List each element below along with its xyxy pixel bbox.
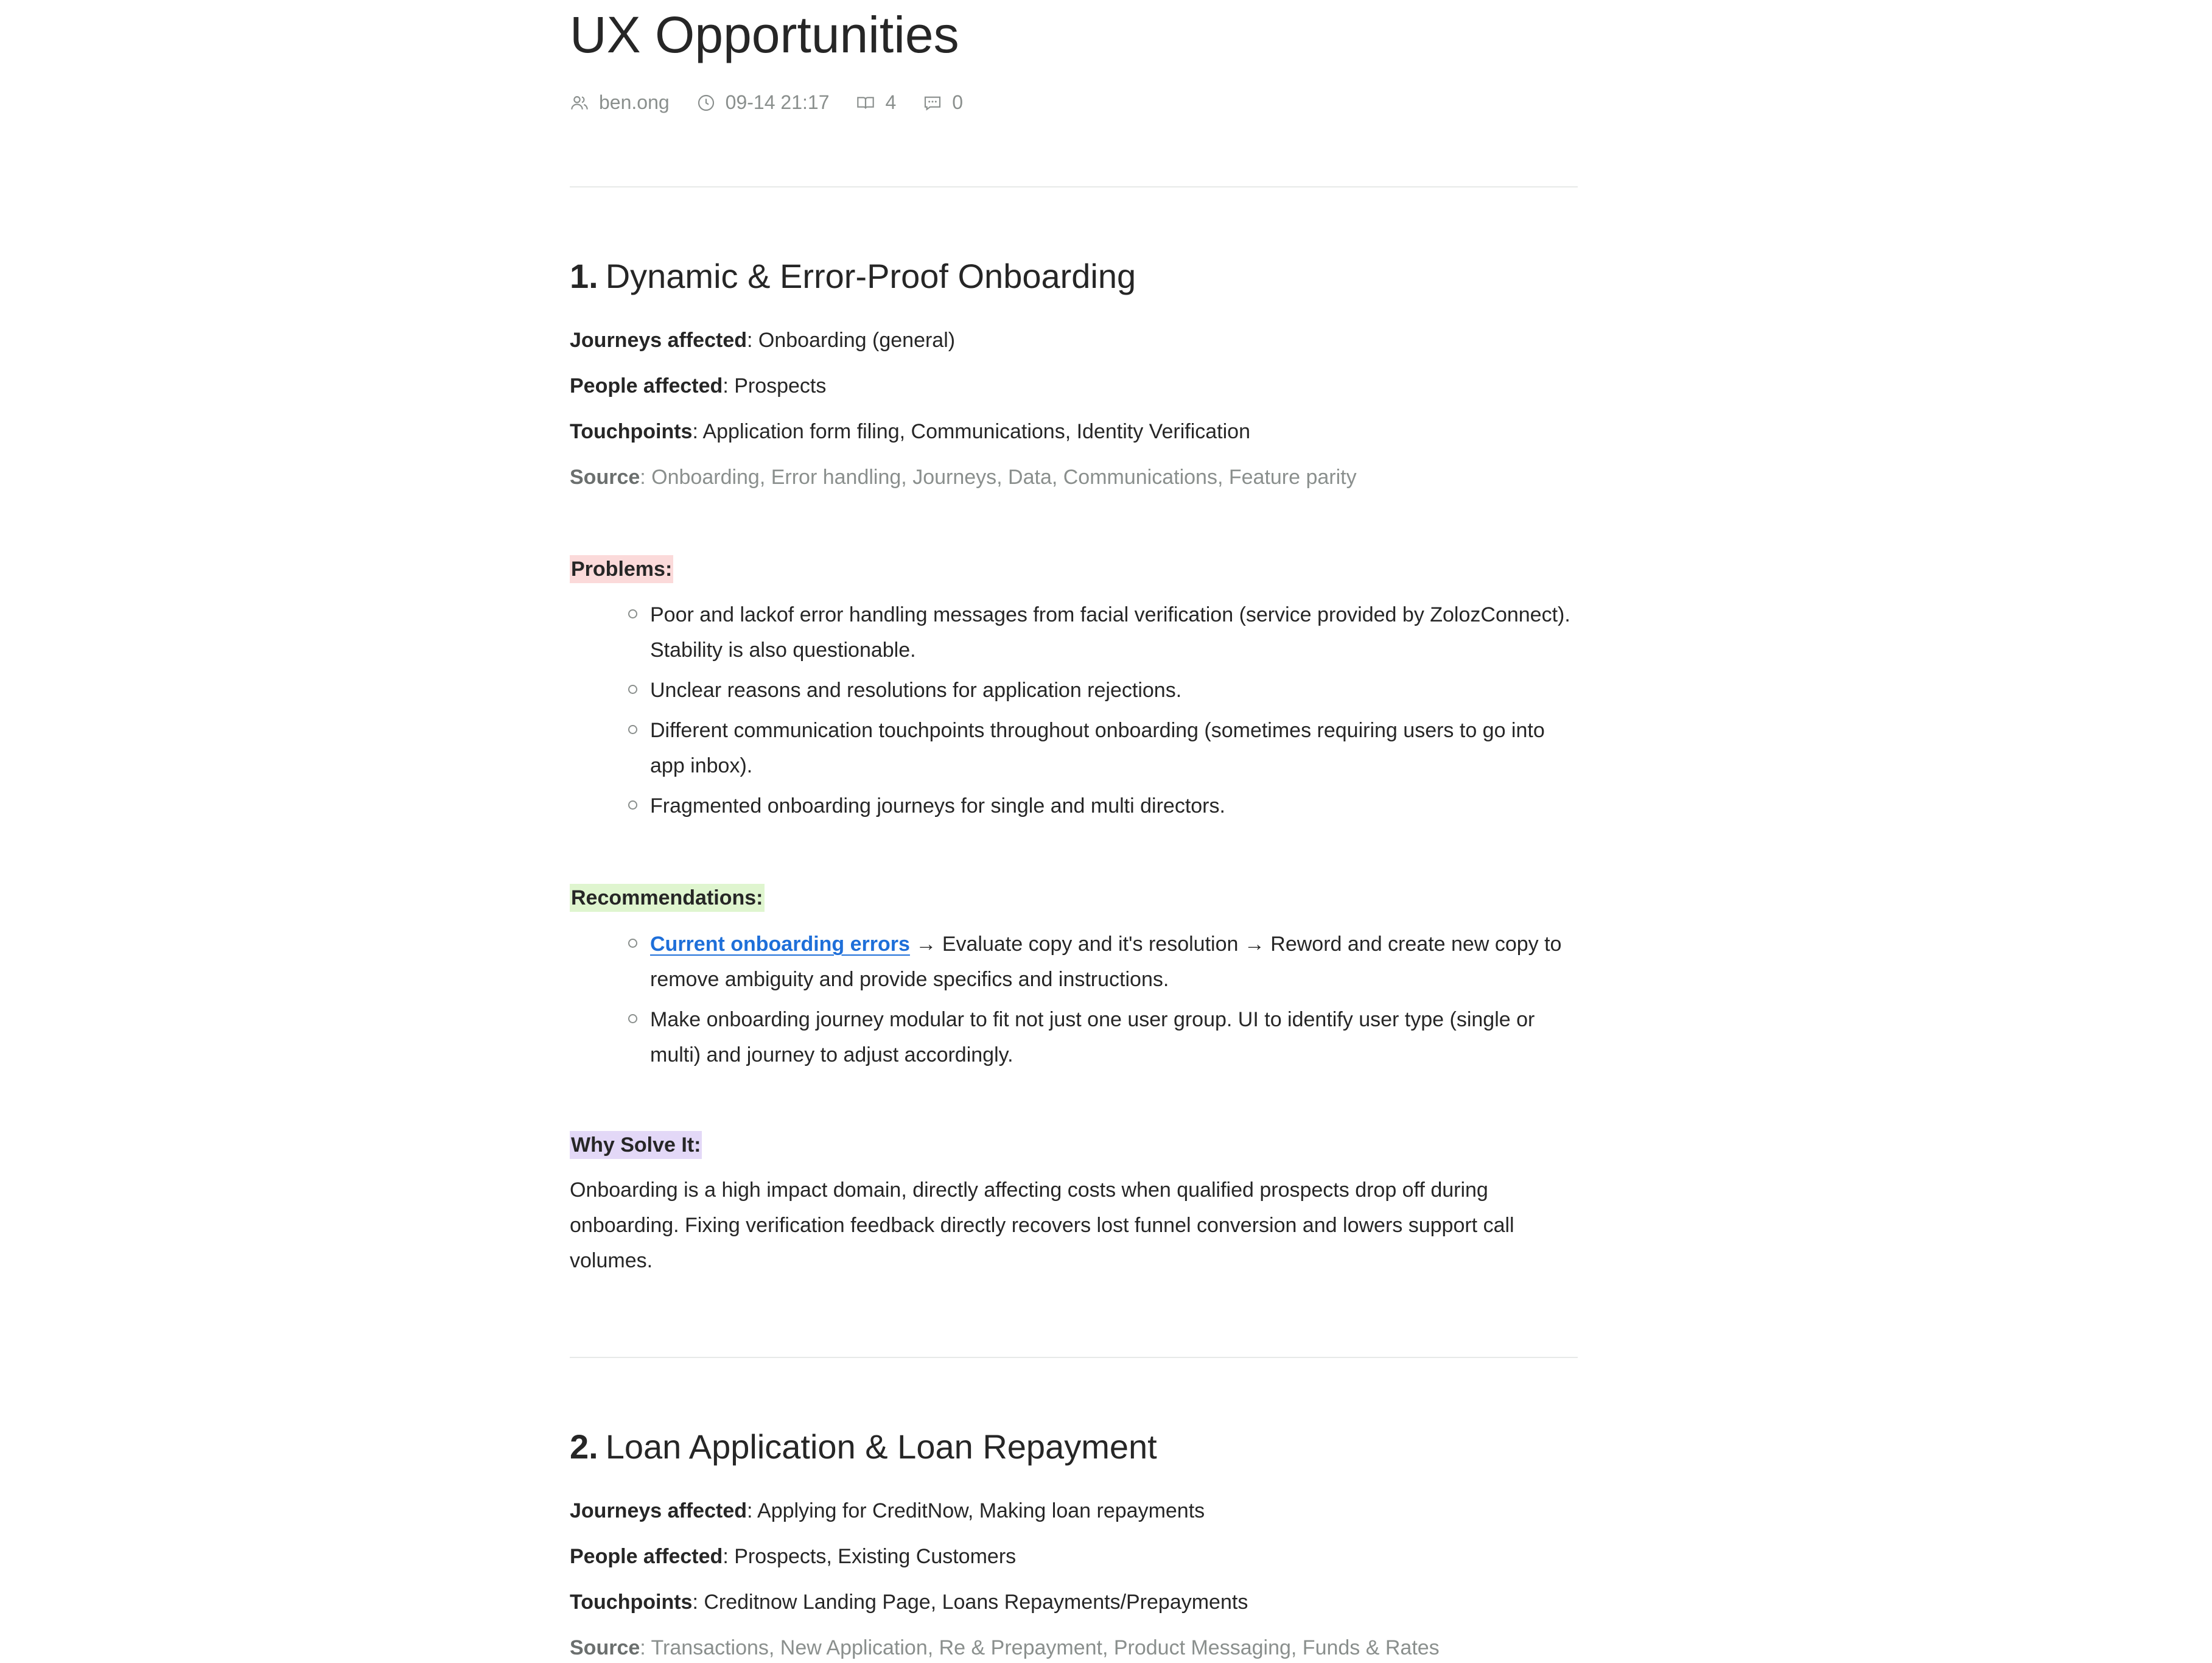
list-item: Unclear reasons and resolutions for application rejections. bbox=[628, 673, 1578, 708]
section-number: 2. bbox=[570, 1427, 598, 1466]
journeys-affected bbox=[570, 325, 955, 355]
people-affected bbox=[570, 371, 826, 401]
comments-count: 0 bbox=[952, 91, 964, 113]
current-onboarding-errors-link[interactable]: Current onboarding errors bbox=[650, 933, 910, 956]
field-label: Source bbox=[570, 1636, 640, 1659]
field-value: : Prospects bbox=[723, 374, 827, 397]
section-number: 1. bbox=[570, 257, 598, 295]
field-label: Source bbox=[570, 466, 640, 489]
field-value: : Creditnow Landing Page, Loans Repayments/Prepayments bbox=[692, 1591, 1248, 1614]
why-solve-text: Onboarding is a high impact domain, directly affecting costs when qualified prospects drop off during onboarding. Fixing verification feedback directly recovers lost funnel conversion and lowers support call volumes. bbox=[570, 1178, 1514, 1272]
list-item: Poor and lackof error handling messages from facial verification (service provided by ZolozConnect). Stability is also questionable. bbox=[628, 597, 1578, 668]
field-label: People affected bbox=[570, 1545, 723, 1568]
datetime-text: 09-14 21:17 bbox=[725, 91, 830, 113]
page-title: UX Opportunities bbox=[570, 6, 959, 63]
field-label: Journeys affected bbox=[570, 1499, 747, 1522]
section-heading bbox=[570, 253, 1136, 299]
recommendations-label: Recommendations: bbox=[570, 884, 765, 912]
field-value: : Application form filing, Communications, Identity Verification bbox=[692, 420, 1250, 443]
touchpoints bbox=[570, 416, 1250, 447]
clock-icon bbox=[696, 93, 716, 113]
why-solve-label: Why Solve It: bbox=[570, 1131, 702, 1159]
comment-icon bbox=[923, 93, 942, 113]
list-item bbox=[628, 926, 1578, 997]
section-title: Loan Application & Loan Repayment bbox=[605, 1427, 1157, 1466]
problems-label: Problems: bbox=[570, 555, 673, 583]
recommendations-list bbox=[628, 926, 1578, 1077]
field-value: : Onboarding, Error handling, Journeys, Data, Communications, Feature parity bbox=[640, 466, 1357, 489]
field-value: : Prospects, Existing Customers bbox=[723, 1545, 1017, 1568]
list-item: Different communication touchpoints throughout onboarding (sometimes requiring users to go into app inbox). bbox=[628, 713, 1578, 783]
field-value: : Transactions, New Application, Re & Prepayment, Product Messaging, Funds & Rates bbox=[640, 1636, 1440, 1659]
meta-datetime bbox=[696, 91, 830, 114]
field-label: Journeys affected bbox=[570, 329, 747, 352]
book-icon bbox=[856, 93, 875, 113]
problems-list bbox=[628, 597, 1578, 828]
meta-comments[interactable] bbox=[923, 91, 963, 114]
source bbox=[570, 1633, 1440, 1663]
list-item: Fragmented onboarding journeys for single and multi directors. bbox=[628, 788, 1578, 824]
recommendation-text: → Evaluate copy and it's resolution → Reword and create new copy to remove ambiguity and provide specifics and instructions. bbox=[650, 933, 1562, 991]
source bbox=[570, 462, 1357, 492]
field-value: : Onboarding (general) bbox=[747, 329, 956, 352]
field-value: : Applying for CreditNow, Making loan repayments bbox=[747, 1499, 1205, 1522]
divider bbox=[570, 186, 1578, 187]
list-item: Make onboarding journey modular to fit not just one user group. UI to identify user type (single or multi) and journey to adjust accordingly. bbox=[628, 1002, 1578, 1073]
field-label: Touchpoints bbox=[570, 1591, 693, 1614]
meta-author[interactable] bbox=[570, 91, 670, 114]
people-icon bbox=[570, 93, 589, 113]
journeys-affected bbox=[570, 1496, 1205, 1526]
people-affected bbox=[570, 1541, 1016, 1572]
field-label: Touchpoints bbox=[570, 420, 693, 443]
meta-reads bbox=[856, 91, 896, 114]
field-label: People affected bbox=[570, 374, 723, 397]
reads-count: 4 bbox=[885, 91, 897, 113]
divider bbox=[570, 1357, 1578, 1358]
section-heading bbox=[570, 1424, 1157, 1470]
touchpoints bbox=[570, 1587, 1248, 1617]
document-meta bbox=[570, 91, 990, 114]
author-name: ben.ong bbox=[599, 91, 670, 113]
section-title: Dynamic & Error-Proof Onboarding bbox=[605, 257, 1136, 295]
